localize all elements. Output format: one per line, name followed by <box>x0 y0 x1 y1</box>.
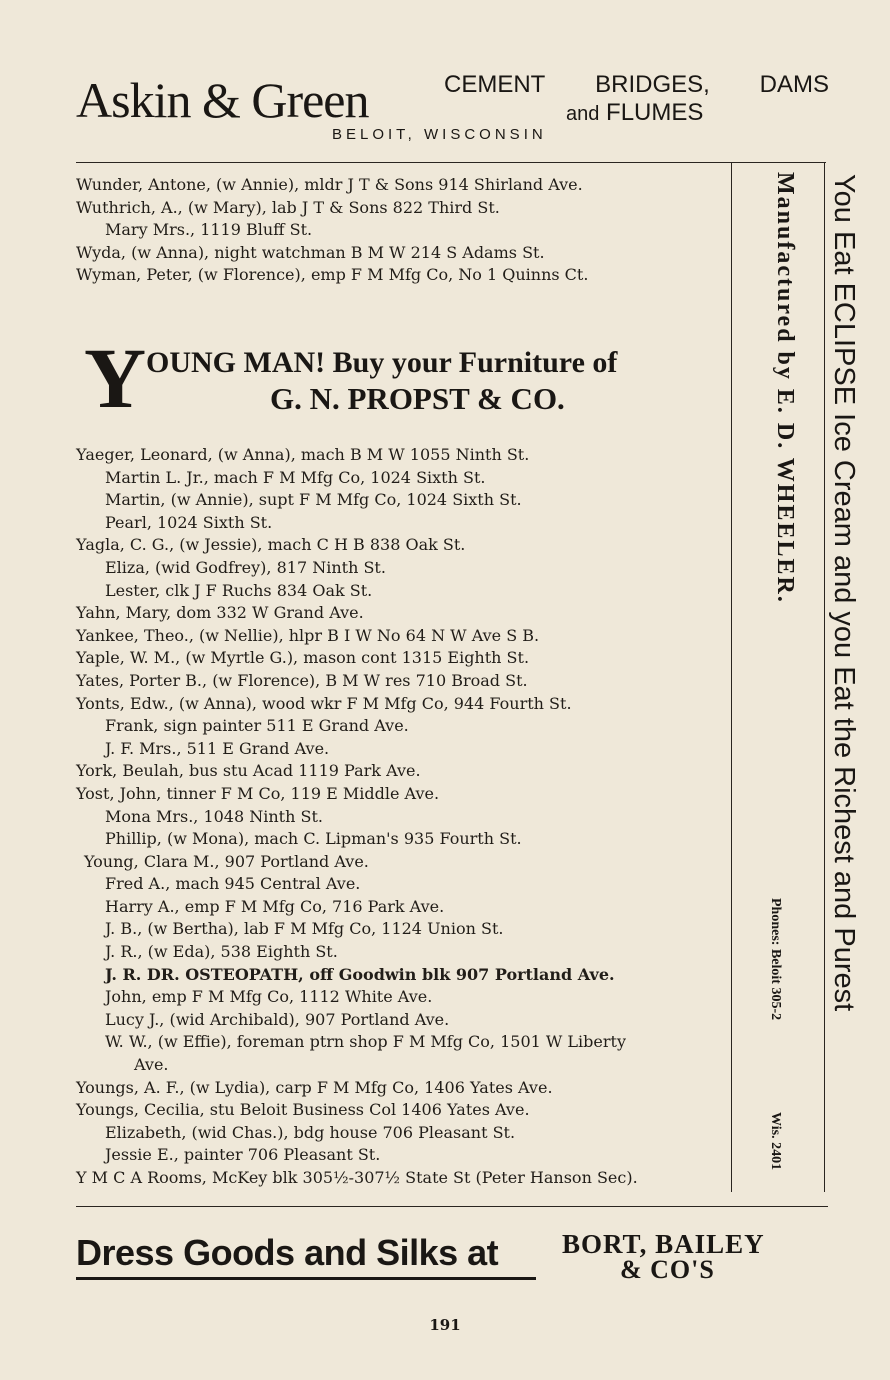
side-rule-inner <box>731 162 732 1192</box>
directory-entry: Young, Clara M., 907 Portland Ave. <box>84 851 369 871</box>
directory-entry: Wunder, Antone, (w Annie), mldr J T & Sons 914 Shirland Ave. <box>76 175 583 194</box>
services-cement: CEMENT <box>444 71 546 98</box>
furniture-ad-line-1: OUNG MAN! Buy your Furniture of <box>146 346 618 379</box>
directory-entry: Mary Mrs., 1119 Bluff St. <box>105 220 313 240</box>
wheeler-phone: Phones: Beloit 305-2 <box>768 898 783 1021</box>
directory-entry: Yonts, Edw., (w Anna), wood wkr F M Mfg Co, 944 Fourth St. <box>76 693 572 713</box>
directory-entry: Mona Mrs., 1048 Ninth St. <box>105 806 323 826</box>
top-rule <box>76 162 826 163</box>
directory-entry: Yahn, Mary, dom 332 W Grand Ave. <box>76 603 364 623</box>
firm-services <box>444 70 829 127</box>
directory-entry: York, Beulah, bus stu Acad 1119 Park Ave. <box>76 761 421 781</box>
directory-entry: Yagla, C. G., (w Jessie), mach C H B 838 Oak St. <box>76 535 466 555</box>
directory-entry: Yaeger, Leonard, (w Anna), mach B M W 1055 Ninth St. <box>76 445 530 464</box>
directory-entry: Martin, (w Annie), supt F M Mfg Co, 1024 Sixth St. <box>105 490 522 510</box>
directory-entry: Yost, John, tinner F M Co, 119 E Middle Ave. <box>76 783 440 803</box>
directory-entry: J. F. Mrs., 511 E Grand Ave. <box>105 738 330 758</box>
directory-entry: Jessie E., painter 706 Pleasant St. <box>105 1145 381 1165</box>
directory-entry: John, emp F M Mfg Co, 1112 White Ave. <box>105 987 433 1007</box>
directory-entry: Wuthrich, A., (w Mary), lab J T & Sons 822 Third St. <box>76 197 500 217</box>
services-and: and <box>566 103 600 125</box>
directory-entry: Yates, Porter B., (w Florence), B M W res 710 Broad St. <box>76 670 528 690</box>
directory-listing-main <box>76 444 726 1190</box>
wheeler-wis-phone: Wis. 2401 <box>768 1112 783 1171</box>
directory-entry: Yaple, W. M., (w Myrtle G.), mason cont 1315 Eighth St. <box>76 648 530 668</box>
directory-entry: Youngs, Cecilia, stu Beloit Business Col 1406 Yates Ave. <box>76 1100 530 1120</box>
services-flumes: FLUMES <box>606 99 704 126</box>
side-rule-outer <box>824 162 825 1192</box>
directory-entry: J. B., (w Bertha), lab F M Mfg Co, 1124 Union St. <box>105 919 504 939</box>
directory-entry: Pearl, 1024 Sixth St. <box>105 512 273 532</box>
directory-entry: Yankee, Theo., (w Nellie), hlpr B I W No 64 N W Ave S B. <box>76 625 540 645</box>
directory-entry: Ave. <box>134 1055 169 1075</box>
services-line-2 <box>566 100 829 127</box>
bort-bailey-co: & CO'S <box>620 1255 715 1284</box>
directory-entry: Fred A., mach 945 Central Ave. <box>105 874 361 894</box>
page-number: 191 <box>429 1316 461 1334</box>
firm-name: Askin & Green <box>76 72 369 128</box>
furniture-advertisement <box>84 330 724 426</box>
directory-entry: Frank, sign painter 511 E Grand Ave. <box>105 716 409 736</box>
directory-entry: Phillip, (w Mona), mach C. Lipman's 935 Fourth St. <box>105 829 522 849</box>
bort-bailey-name: BORT, BAILEY <box>562 1229 765 1259</box>
services-dams: DAMS <box>759 71 829 98</box>
firm-city: BELOIT, WISCONSIN <box>332 126 547 143</box>
directory-entry: Eliza, (wid Godfrey), 817 Ninth St. <box>105 557 386 577</box>
directory-entry: Wyda, (w Anna), night watchman B M W 214 S Adams St. <box>76 242 545 262</box>
directory-entry: J. R., (w Eda), 538 Eighth St. <box>105 942 338 962</box>
header-advertisement <box>76 70 836 150</box>
dress-goods-ad: Dress Goods and Silks at <box>76 1232 499 1273</box>
directory-listing-top <box>76 174 726 287</box>
wheeler-manufacturer-ad: Manufactured by E. D. WHEELER. <box>772 172 798 604</box>
directory-entry: Y M C A Rooms, McKey blk 305½-307½ State St (Peter Hanson Sec). <box>76 1168 638 1187</box>
drop-cap: Y <box>84 330 147 426</box>
directory-entry: W. W., (w Effie), foreman ptrn shop F M Mfg Co, 1501 W Liberty <box>105 1032 626 1052</box>
directory-entry: Lester, clk J F Ruchs 834 Oak St. <box>105 580 373 600</box>
directory-entry: Elizabeth, (wid Chas.), bdg house 706 Pleasant St. <box>105 1122 516 1142</box>
services-line-1 <box>444 70 829 100</box>
eclipse-ice-cream-ad: You Eat ECLIPSE Ice Cream and you Eat the Richest and Purest <box>828 174 860 1012</box>
directory-entry: Harry A., emp F M Mfg Co, 716 Park Ave. <box>105 896 445 916</box>
directory-entry: Lucy J., (wid Archibald), 907 Portland Ave. <box>105 1009 450 1029</box>
directory-entry: Wyman, Peter, (w Florence), emp F M Mfg Co, No 1 Quinns Ct. <box>76 265 589 285</box>
furniture-ad-line-2: G. N. PROPST & CO. <box>270 381 565 416</box>
services-bridges: BRIDGES, <box>595 71 710 98</box>
dress-goods-underline <box>76 1277 536 1280</box>
directory-entry: Martin L. Jr., mach F M Mfg Co, 1024 Sixth St. <box>105 467 486 487</box>
directory-entry: J. R. DR. OSTEOPATH, off Goodwin blk 907 Portland Ave. <box>105 964 615 984</box>
directory-entry: Youngs, A. F., (w Lydia), carp F M Mfg Co, 1406 Yates Ave. <box>76 1077 553 1097</box>
bottom-rule <box>76 1206 828 1207</box>
